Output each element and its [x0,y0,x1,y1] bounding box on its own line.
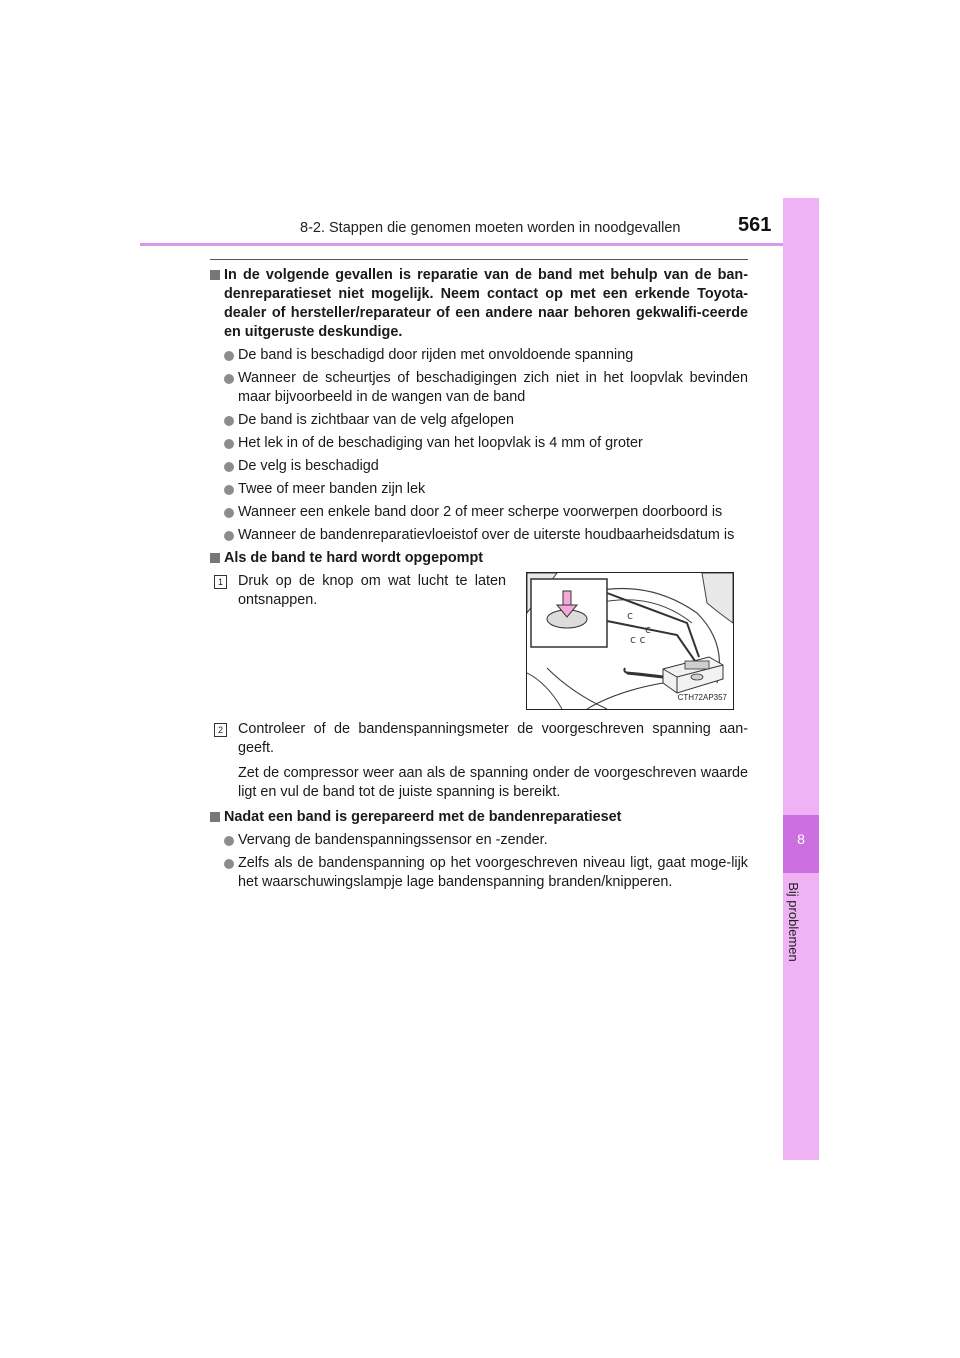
step-text: Druk op de knop om wat lucht te laten ontsnappen. [238,573,506,608]
svg-text:c: c [627,609,634,622]
bullet-dot-icon [224,859,234,869]
list-item [210,480,748,499]
step-2 [210,720,748,758]
bullet-dot-icon [224,508,234,518]
list-item-text: Het lek in of de beschadiging van het loopvlak is 4 mm of groter [238,435,643,451]
list-item-text: Twee of meer banden zijn lek [238,481,426,497]
bullet-dot-icon [224,351,234,361]
section-heading-overinflated [210,549,748,568]
step-1 [210,572,748,720]
bullet-dot-icon [224,439,234,449]
list-item [210,503,748,522]
list-item [210,369,748,407]
list-item [210,854,748,892]
header-rule [140,243,818,246]
list-item-text: De band is zichtbaar van de velg afgelopen [238,412,515,428]
list-item-text: Wanneer de bandenreparatievloeistof over de uiterste houdbaarheidsdatum is [238,527,735,543]
chapter-number: 8 [797,831,805,847]
section-title: 8-2. Stappen die genomen moeten worden in noodgevallen [300,220,681,236]
svg-text:c: c [645,623,652,636]
list-item [210,346,748,365]
heading-text: Als de band te hard wordt opgepompt [224,550,484,566]
figure-caption: CTH72AP357 [677,693,727,702]
bullet-dot-icon [224,836,234,846]
step-2-note: Zet de compressor weer aan als de spanning onder de voorgeschreven waarde ligt en vul de band tot de juiste spanning is bereikt. [238,765,748,800]
list-item-text: Wanneer de scheurtjes of beschadigingen zich niet in het loopvlak bevinden maar bijvoorbeeld in de wangen van de band [238,370,748,405]
square-bullet-icon [210,553,220,563]
step-number-badge: 1 [214,575,227,589]
page-number: 561 [738,214,772,236]
list-item-text: Zelfs als de bandenspanning op het voorgeschreven niveau ligt, gaat moge-lijk het waarschuwingslampje lage bandenspanning branden/knipperen. [238,855,748,890]
bullet-dot-icon [224,485,234,495]
list-item [210,526,748,545]
heading-text: Nadat een band is gerepareerd met de bandenreparatieset [224,809,622,825]
square-bullet-icon [210,270,220,280]
bullet-dot-icon [224,462,234,472]
list-item-text: De band is beschadigd door rijden met onvoldoende spanning [238,347,634,363]
list-item [210,831,748,850]
list-item [210,457,748,476]
compressor-illustration [526,572,734,710]
page-content [210,266,748,896]
square-bullet-icon [210,812,220,822]
list-item-text: De velg is beschadigd [238,458,379,474]
chapter-sidebar [783,198,819,1160]
chapter-label: Bij problemen [786,882,801,962]
list-item [210,411,748,430]
list-item [210,434,748,453]
bullet-dot-icon [224,374,234,384]
step-number-badge: 2 [214,723,227,737]
heading-text: In de volgende gevallen is reparatie van de band met behulp van de ban-denreparatieset niet mogelijk. Neem contact op met een erkende Toyota-dealer of hersteller/reparateur of een andere naar behoren gekwalifi-ceerde en uitgeruste deskundige. [224,267,748,340]
list-item-text: Wanneer een enkele band door 2 of meer scherpe voorwerpen doorboord is [238,504,723,520]
list-item-text: Vervang de bandenspanningssensor en -zender. [238,832,548,848]
svg-text:c c: c c [630,633,646,646]
step-text: Controleer of de bandenspanningsmeter de voorgeschreven spanning aan-geeft. [238,721,748,756]
section-heading-repair-not-possible [210,266,748,342]
bullet-dot-icon [224,416,234,426]
bullet-dot-icon [224,531,234,541]
section-heading-after-repair [210,808,748,827]
content-rule [210,259,748,260]
